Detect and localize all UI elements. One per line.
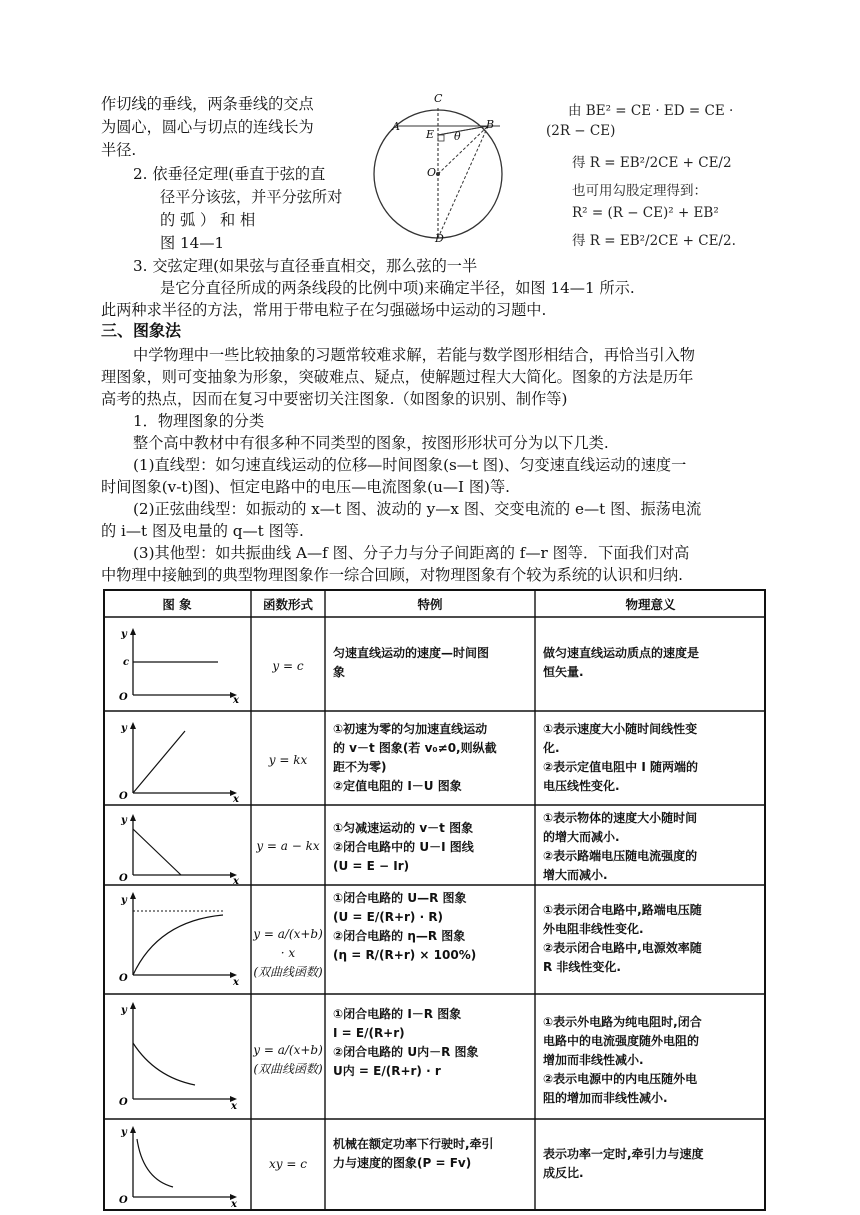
plot3-x-label: x — [233, 876, 239, 885]
plot-decreasing-linear — [113, 811, 243, 885]
plot4-x-label: x — [233, 977, 239, 988]
row5-example: ①闭合电路的 I－R 图象 I = E/(R+r) ②闭合电路的 U内－R 图象 U内 = E/(R+r) · r — [333, 1007, 479, 1078]
row6-meaning: 表示功率一定时,牵引力与速度 成反比. — [543, 1147, 704, 1180]
row1-func: y = c — [272, 659, 304, 673]
label-theta: θ — [454, 130, 461, 143]
label-b: B — [486, 118, 495, 131]
row1-example: 匀速直线运动的速度—时间图 象 — [333, 646, 490, 679]
plot-linear — [113, 719, 243, 805]
row5-func: y = a/(x+b) (双曲线函数) — [253, 1043, 323, 1076]
plot2-o-label: O — [119, 791, 128, 802]
intro-line-9: 是它分直径所成的两条线段的比例中项)来确定半径，如图 14—1 所示. — [160, 279, 635, 297]
intro-line-3: 半径. — [101, 141, 137, 159]
subsection-title: 1．物理图象的分类 — [133, 412, 265, 430]
intro-line-1: 作切线的垂线，两条垂线的交点 — [101, 95, 314, 113]
row4-func: y = a/(x+b) · x (双曲线函数) — [253, 927, 323, 979]
row2-func: y = kx — [268, 753, 308, 767]
plot5-y-label: y — [121, 1005, 127, 1016]
section-title: 三、图象法 — [101, 321, 182, 340]
para-line-10: (3)其他型：如共振曲线 A—f 图、分子力与分子间距离的 f—r 图等．下面我们对高 — [133, 544, 690, 562]
formula-1: 由 BE² = CE · ED = CE · — [568, 103, 734, 119]
label-o: O — [427, 166, 437, 179]
label-c: C — [434, 92, 443, 105]
row1-meaning: 做匀速直线运动质点的速度是 恒矢量. — [543, 646, 700, 679]
plot3-o-label: O — [119, 873, 128, 884]
plot5-x-label: x — [231, 1101, 237, 1112]
plot1-x-label: x — [233, 695, 239, 705]
plot2-y-label: y — [121, 723, 127, 734]
label-a: A — [392, 120, 400, 133]
plot6-o-label: O — [119, 1195, 128, 1206]
row4-meaning: ①表示闭合电路中,路端电压随 外电阻非线性变化. ②表示闭合电路中,电源效率随 R 非线性变化. — [543, 903, 702, 974]
intro-line-10: 此两种求半径的方法，常用于带电粒子在匀强磁场中运动的习题中. — [101, 301, 547, 319]
plot6-x-label: x — [231, 1199, 237, 1210]
plot2-x-label: x — [233, 794, 239, 805]
header-function: 函数形式 — [262, 597, 313, 612]
para-line-6: (1)直线型：如匀速直线运动的位移—时间图象(s—t 图)、匀变速直线运动的速度一 — [133, 456, 687, 474]
plot1-y-label: y — [121, 629, 127, 640]
intro-line-5: 径平分该弦，并平分弦所对 — [160, 188, 343, 206]
label-e: E — [426, 128, 435, 141]
plot-saturating — [113, 889, 243, 989]
header-example: 特例 — [417, 597, 443, 612]
plot1-o-label: O — [119, 692, 128, 703]
plot5-o-label: O — [119, 1097, 128, 1108]
row3-meaning: ①表示物体的速度大小随时间 的增大而减小. ②表示路端电压随电流强度的 增大而减小. — [543, 811, 698, 882]
formula-6: 得 R = EB²/2CE + CE/2. — [572, 233, 736, 249]
para-line-1: 中学物理中一些比较抽象的习题常较难求解，若能与数学图形相结合，再恰当引入物 — [133, 346, 695, 364]
formula-5: R² = (R − CE)² + EB² — [572, 205, 719, 221]
para-line-7: 时间图象(v-t)图)、恒定电路中的电压—电流图象(u—I 图)等. — [101, 478, 511, 496]
plot-constant — [113, 625, 243, 705]
para-line-2: 理图象，则可变抽象为形象，突破难点、疑点，使解题过程大大简化。图象的方法是历年 — [101, 368, 694, 386]
row4-example: ①闭合电路的 U—R 图象 (U = E/(R+r) · R) ②闭合电路的 η—R 图象 (η = R/(R+r) × 100%) — [333, 891, 477, 962]
plot4-o-label: O — [119, 973, 128, 984]
intro-line-4: 2. 依垂径定理(垂直于弦的直 — [133, 165, 326, 183]
plot1-c-label: c — [123, 657, 130, 668]
para-line-5: 整个高中教材中有很多种不同类型的图象，按图形形状可分为以下几类. — [133, 434, 609, 452]
plot-hyperbolic-decay — [113, 999, 243, 1115]
row3-example: ①匀减速运动的 v－t 图象 ②闭合电路中的 U－I 图线 (U = E − Ir) — [333, 821, 474, 873]
figure-caption: 图 14—1 — [160, 234, 225, 252]
para-line-8: (2)正弦曲线型：如振动的 x—t 图、波动的 y—x 图、交变电流的 e—t 图、振荡电流 — [133, 500, 702, 518]
row2-meaning: ①表示速度大小随时间线性变 化. ②表示定值电阻中 I 随两端的 电压线性变化. — [543, 722, 698, 793]
plot-inverse — [113, 1123, 243, 1211]
graph-table — [103, 589, 766, 1211]
para-line-11: 中物理中接触到的典型物理图象作一综合回顾，对物理图象有个较为系统的认识和归纳. — [101, 566, 683, 584]
intro-line-6: 的 弧 ） 和 相 — [160, 211, 256, 229]
para-line-9: 的 i—t 图及电量的 q—t 图等. — [101, 522, 304, 540]
intro-line-2: 为圆心，圆心与切点的连线长为 — [101, 118, 314, 136]
formula-3: 得 R = EB²/2CE + CE/2 — [572, 155, 732, 171]
formula-2: (2R − CE) — [546, 123, 616, 139]
formula-4: 也可用勾股定理得到： — [572, 183, 707, 199]
plot6-y-label: y — [121, 1127, 127, 1138]
header-graph: 图 象 — [162, 597, 192, 612]
header-meaning: 物理意义 — [625, 597, 676, 612]
intro-line-8: 3. 交弦定理(如果弦与直径垂直相交，那么弦的一半 — [133, 257, 478, 275]
row5-meaning: ①表示外电路为纯电阻时,闭合 电路中的电流强度随外电阻的 增加而非线性减小. ②表示电源中的内电压随外电 阻的增加而非线性减小. — [543, 1015, 702, 1105]
row3-func: y = a − kx — [256, 839, 320, 853]
label-d: D — [435, 232, 444, 245]
row2-example: ①初速为零的匀加速直线运动 的 v－t 图象(若 v₀≠0,则纵截 距不为零) ②定值电阻的 I－U 图象 — [333, 722, 497, 793]
row6-func: xy = c — [269, 1157, 307, 1171]
row6-example: 机械在额定功率下行驶时,牵引 力与速度的图象(P = Fv) — [333, 1137, 494, 1170]
plot3-y-label: y — [121, 815, 127, 826]
plot4-y-label: y — [121, 895, 127, 906]
para-line-3: 高考的热点，因而在复习中要密切关注图象.（如图象的识别、制作等) — [101, 390, 568, 408]
